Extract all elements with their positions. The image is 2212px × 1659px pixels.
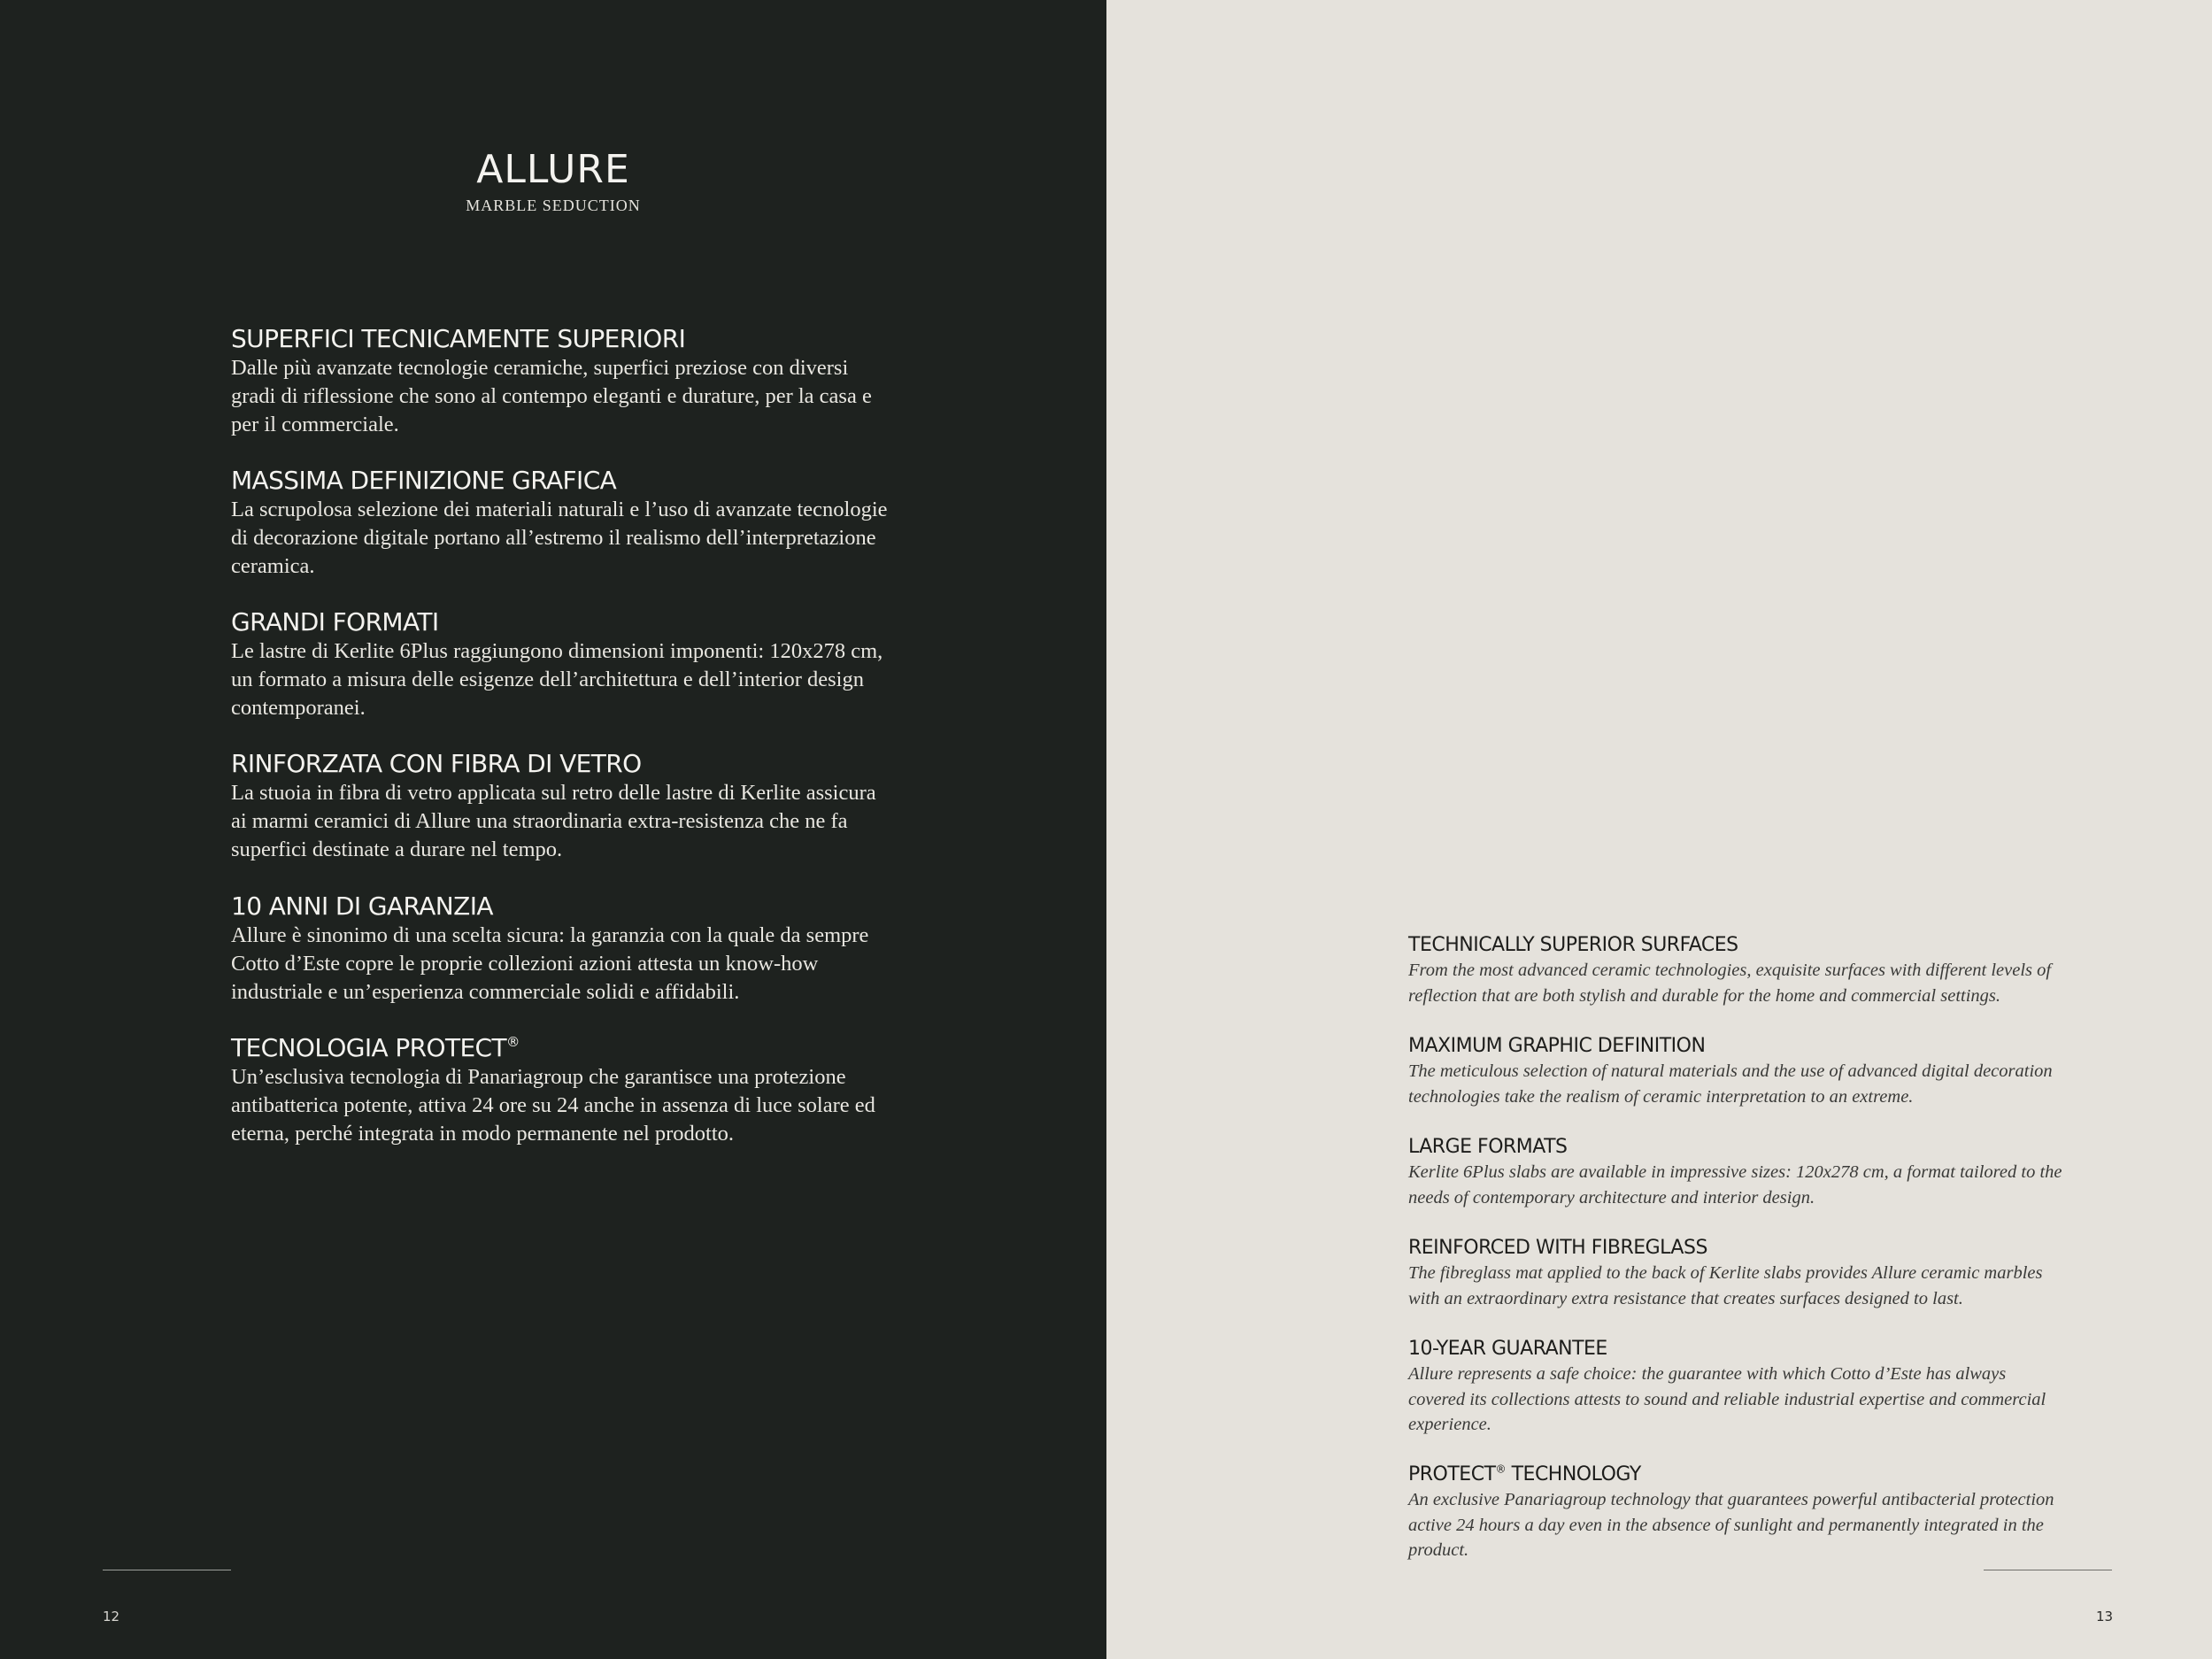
section-body [231,354,939,439]
body-line: gradi di riflessione che sono al contempo eleganti e durature, per la casa e [231,384,872,408]
heading-text: PROTECT [1408,1463,1496,1485]
section-heading: TECHNICALLY SUPERIOR SURFACES [1408,934,1738,956]
section-body [231,779,939,864]
section-body [1408,1160,2116,1210]
section-heading: LARGE FORMATS [1408,1136,1568,1158]
body-line: technologies take the realism of ceramic interpretation to an extreme. [1408,1086,1914,1107]
en-section-protect [1408,1462,2116,1563]
body-line: The fibreglass mat applied to the back of Kerlite slabs provides Allure ceramic marbles [1408,1263,2043,1283]
body-line: antibatterica potente, attiva 24 ore su 24 anche in assenza di luce solare ed [231,1093,875,1117]
body-line: covered its collections attests to sound and reliable industrial expertise and commercial [1408,1389,2046,1409]
en-section-definition [1408,1034,2116,1109]
body-line: Un’esclusiva tecnologia di Panariagroup che garantisce una protezione [231,1065,846,1089]
en-section-formats [1408,1135,2116,1210]
body-line: di decorazione digitale portano all’estremo il realismo dell’interpretazione [231,526,876,550]
section-heading: RINFORZATA CON FIBRA DI VETRO [231,749,642,778]
en-section-fibreglass [1408,1236,2116,1311]
it-section-formats [231,607,939,722]
body-line: eterna, perché integrata in modo permanente nel prodotto. [231,1122,735,1146]
section-body [231,496,939,581]
section-body [1408,1261,2116,1311]
section-heading: 10 ANNI DI GARANZIA [231,891,493,921]
section-body [1408,1487,2116,1563]
body-line: The meticulous selection of natural materials and the use of advanced digital decoration [1408,1061,2053,1081]
heading-text: TECNOLOGIA PROTECT [231,1033,507,1062]
it-section-definition [231,466,939,581]
body-line: contemporanei. [231,696,366,720]
section-body [1408,1059,2116,1109]
body-line: Allure è sinonimo di una scelta sicura: la garanzia con la quale da sempre [231,923,869,947]
section-heading [1408,1462,2116,1487]
body-line: ceramica. [231,554,315,578]
brand-header [0,146,1106,217]
body-line: experience. [1408,1415,1491,1434]
page-number-left: 12 [103,1609,120,1624]
section-body [231,922,939,1007]
body-line: La scrupolosa selezione dei materiali naturali e l’uso di avanzate tecnologie [231,498,888,521]
en-section-guarantee [1408,1337,2116,1438]
body-line: superfici destinate a durare nel tempo. [231,837,563,861]
body-line: needs of contemporary architecture and interior design. [1408,1187,1815,1208]
section-body [1408,958,2116,1008]
it-section-fibreglass [231,749,939,864]
body-line: per il commerciale. [231,413,399,436]
section-heading: SUPERFICI TECNICAMENTE SUPERIORI [231,324,686,353]
section-heading: MAXIMUM GRAPHIC DEFINITION [1408,1035,1706,1057]
brand-subtitle: MARBLE SEDUCTION [466,197,641,214]
section-heading: MASSIMA DEFINIZIONE GRAFICA [231,466,617,495]
it-section-surfaces [231,324,939,439]
it-section-guarantee [231,891,939,1007]
body-line: Dalle più avanzate tecnologie ceramiche, superfici preziose con diversi [231,356,849,380]
body-line: ai marmi ceramici di Allure una straordinaria extra-resistenza che ne fa [231,809,848,833]
body-line: with an extraordinary extra resistance that creates surfaces designed to last. [1408,1288,1963,1308]
section-heading: GRANDI FORMATI [231,607,439,637]
body-line: An exclusive Panariagroup technology that guarantees powerful antibacterial protection [1408,1490,2054,1509]
section-heading [231,1033,939,1063]
body-line: un formato a misura delle esigenze dell’architettura e dell’interior design [231,667,864,691]
right-page [1106,0,2212,1659]
body-line: Allure represents a safe choice: the guarantee with which Cotto d’Este has always [1408,1364,2007,1384]
body-line: From the most advanced ceramic technologies, exquisite surfaces with different levels of [1408,961,2052,980]
heading-text: TECHNOLOGY [1506,1463,1641,1485]
section-heading: REINFORCED WITH FIBREGLASS [1408,1237,1707,1259]
it-section-protect [231,1033,939,1148]
body-line: Le lastre di Kerlite 6Plus raggiungono dimensioni imponenti: 120x278 cm, [231,639,883,663]
section-body [1408,1362,2116,1438]
body-line: industriale e un’esperienza commerciale solidi e affidabili. [231,980,740,1004]
body-line: product. [1408,1540,1469,1560]
section-heading: 10-YEAR GUARANTEE [1408,1338,1607,1360]
body-line: Cotto d’Este copre le proprie collezioni azioni attesta un know-how [231,952,819,976]
en-section-surfaces [1408,933,2116,1008]
body-line: La stuoia in fibra di vetro applicata sul retro delle lastre di Kerlite assicura [231,781,876,805]
brand-title: ALLURE [476,147,630,192]
page-number-right: 13 [2096,1609,2114,1624]
registered-mark: ® [1495,1462,1507,1476]
section-body [231,637,939,722]
body-line: Kerlite 6Plus slabs are available in impressive sizes: 120x278 cm, a format tailored to the [1408,1162,2062,1182]
body-line: reflection that are both stylish and durable for the home and commercial settings. [1408,985,2001,1006]
registered-mark: ® [506,1034,520,1051]
section-body [231,1063,939,1148]
body-line: active 24 hours a day even in the absence of sunlight and permanently integrated in the [1408,1515,2044,1535]
